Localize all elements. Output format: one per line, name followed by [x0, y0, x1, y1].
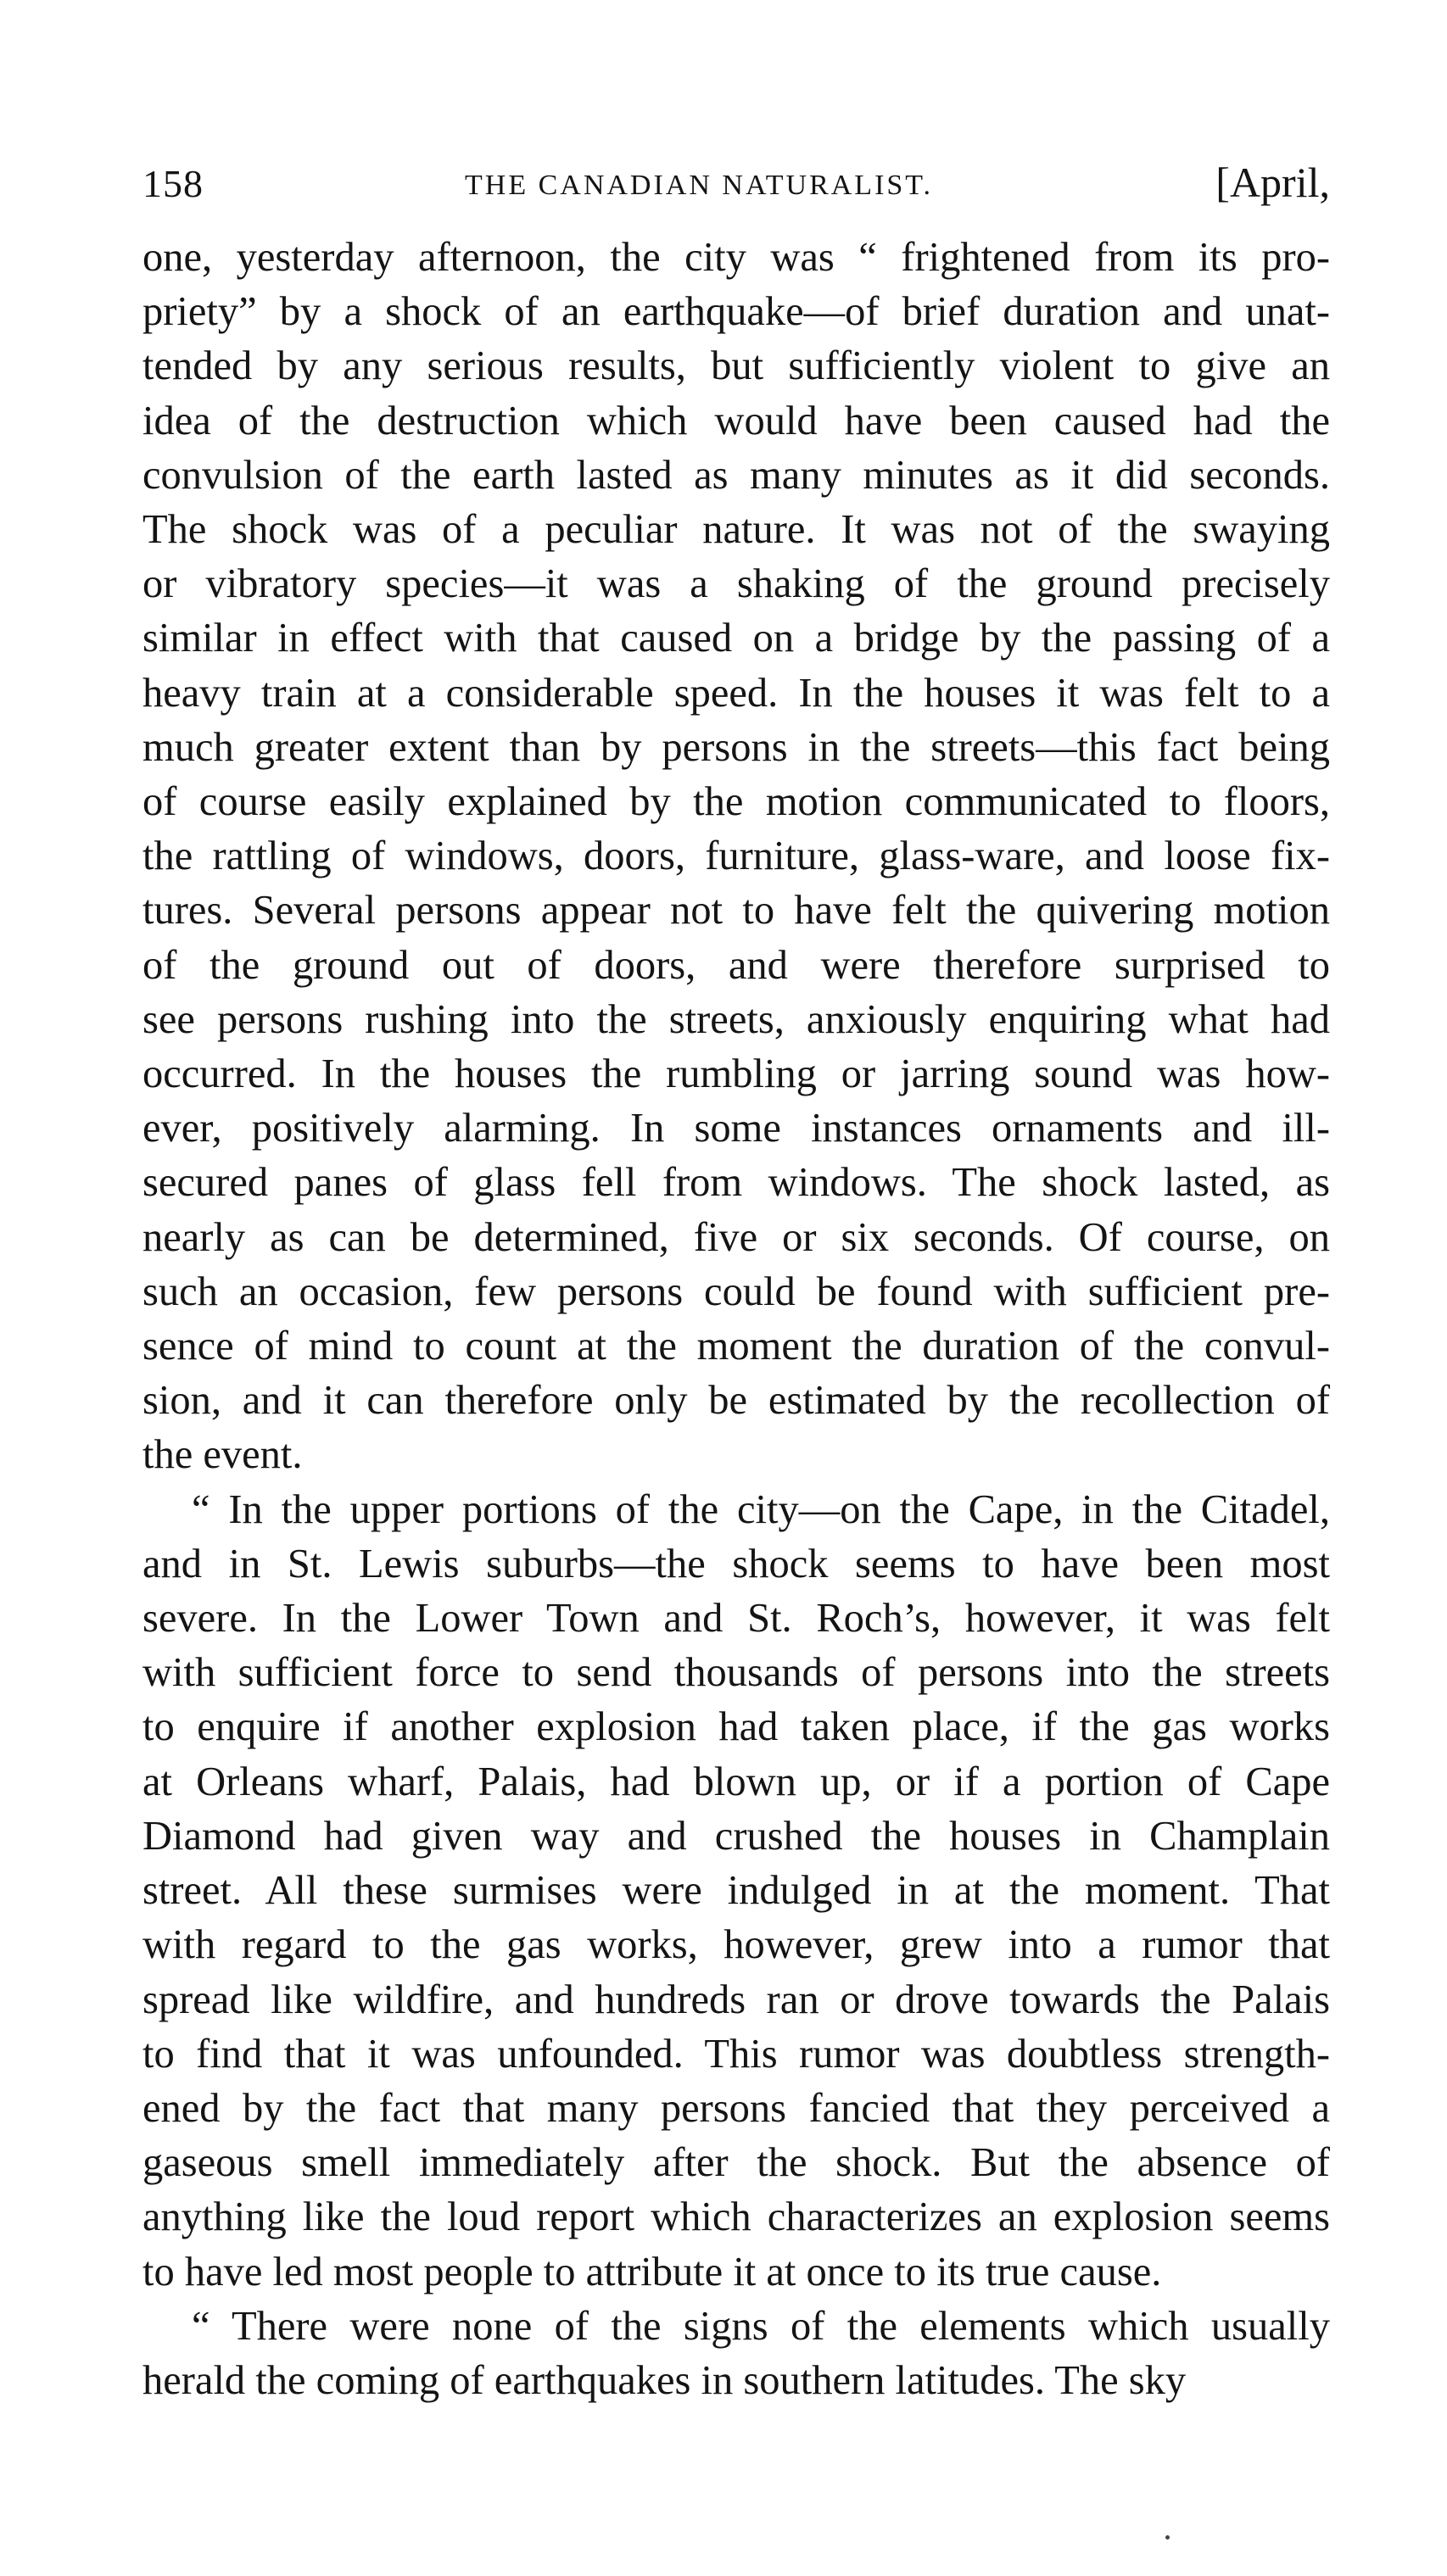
text-line: spread like wildfire, and hundreds ran or drove towards the Palais [142, 1977, 1330, 2022]
text-line: ened by the fact that many persons fancied that they perceived a [142, 2085, 1330, 2131]
text-line: similar in effect with that caused on a bridge by the passing of a [142, 616, 1330, 661]
text-line: heavy train at a considerable speed. In the houses it was felt to a [142, 670, 1330, 716]
text-line: idea of the destruction which would have been caused had the [142, 398, 1330, 443]
text-line: tended by any serious results, but sufficiently violent to give an [142, 343, 1330, 389]
text-line: anything like the loud report which characterizes an explosion seems [142, 2194, 1330, 2240]
journal-title: THE CANADIAN NATURALIST. [465, 170, 934, 201]
text-line: secured panes of glass fell from windows. The shock lasted, as [142, 1160, 1330, 1206]
paragraph [142, 1483, 1330, 2300]
text-line: street. All these surmises were indulged in at the moment. That [142, 1868, 1330, 1914]
text-line: such an occasion, few persons could be found with sufficient pre- [142, 1268, 1330, 1314]
text-line: to have led most people to attribute it at once to its true cause. [142, 2249, 1162, 2294]
text-line: “ There were none of the signs of the elements which usually [192, 2303, 1330, 2349]
text-line: see persons rushing into the streets, anxiously enquiring what had [142, 996, 1330, 1042]
text-line: tures. Several persons appear not to have felt the quivering motion [142, 888, 1330, 934]
text-line: with sufficient force to send thousands of persons into the streets [142, 1650, 1330, 1696]
text-line: nearly as can be determined, five or six seconds. Of course, on [142, 1214, 1330, 1260]
text-line: convulsion of the earth lasted as many minutes as it did seconds. [142, 452, 1330, 498]
text-line: The shock was of a peculiar nature. It was not of the swaying [142, 507, 1330, 553]
text-line: the event. [142, 1432, 303, 1478]
text-line: sion, and it can therefore only be estimated by the recollection of [142, 1378, 1330, 1424]
text-line: with regard to the gas works, however, grew into a rumor that [142, 1922, 1330, 1968]
text-line: of course easily explained by the motion communicated to floors, [142, 779, 1330, 825]
paragraph [142, 2300, 1330, 2408]
text-line: and in St. Lewis suburbs—the shock seems to have been most [142, 1541, 1330, 1586]
text-line: “ In the upper portions of the city—on the Cape, in the Citadel, [192, 1486, 1330, 1532]
text-line: to find that it was unfounded. This rumor was doubtless strength- [142, 2031, 1330, 2077]
text-line: sence of mind to count at the moment the duration of the convul- [142, 1324, 1330, 1369]
text-line: herald the coming of earthquakes in southern latitudes. The sky [142, 2357, 1187, 2403]
article-body [142, 231, 1330, 2408]
text-line: gaseous smell immediately after the shock. But the absence of [142, 2140, 1330, 2186]
text-line: severe. In the Lower Town and St. Roch’s, however, it was felt [142, 1596, 1330, 1642]
text-line: or vibratory species—it was a shaking of the ground precisely [142, 561, 1330, 607]
text-line: one, yesterday afternoon, the city was “ frightened from its pro- [142, 235, 1330, 280]
text-line: the rattling of windows, doors, furniture, glass-ware, and loose fix- [142, 834, 1330, 879]
paragraph [142, 231, 1330, 1483]
text-line: to enquire if another explosion had taken place, if the gas works [142, 1704, 1330, 1750]
running-head [142, 161, 1330, 220]
text-line: occurred. In the houses the rumbling or jarring sound was how- [142, 1051, 1330, 1097]
text-line: ever, positively alarming. In some instances ornaments and ill- [142, 1106, 1330, 1151]
text-line: much greater extent than by persons in the streets—this fact being [142, 724, 1330, 770]
text-line: Diamond had given way and crushed the houses in Champlain [142, 1813, 1330, 1859]
text-line: priety” by a shock of an earthquake—of brief duration and unat- [142, 289, 1330, 335]
text-line: at Orleans wharf, Palais, had blown up, or if a portion of Cape [142, 1759, 1330, 1804]
page-number: 158 [142, 162, 204, 205]
issue-month: [April, [1215, 159, 1330, 206]
print-speck [1165, 2535, 1170, 2540]
text-line: of the ground out of doors, and were therefore surprised to [142, 942, 1330, 988]
